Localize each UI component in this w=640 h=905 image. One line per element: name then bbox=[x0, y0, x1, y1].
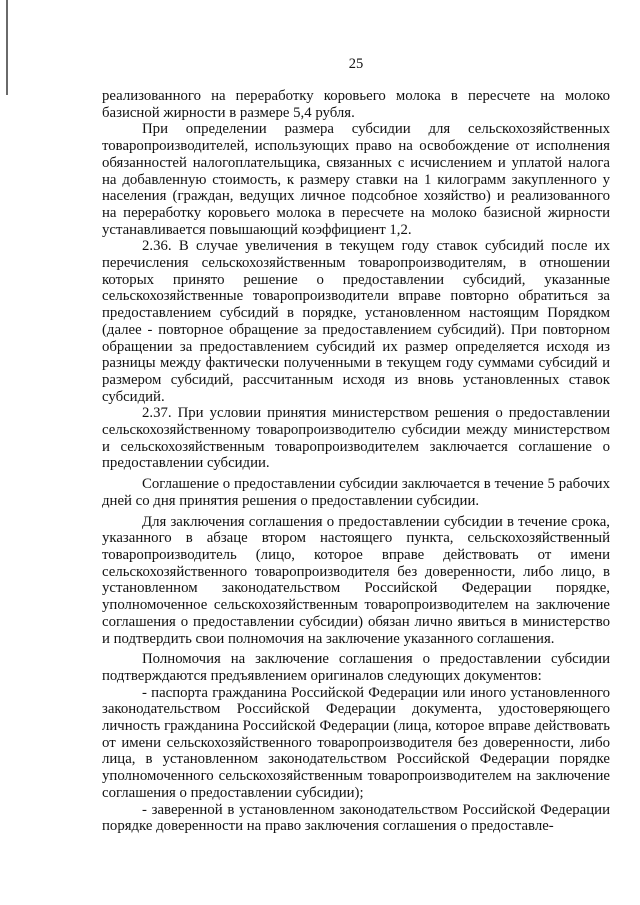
scan-edge-line bbox=[6, 0, 8, 95]
paragraph-2-37: 2.37. При условии принятия министерством решения о предоставлении сельскохозяйственному товаропроизводителю субсидии между министерством и сельскохозяйственным товаропроизводителем заключается соглашение о предоставлении субсидии. bbox=[102, 405, 610, 472]
paragraph-agreement-term: Соглашение о предоставлении субсидии заключается в течение 5 рабочих дней со дня принятия решения о предоставлении субсидии. bbox=[102, 476, 610, 509]
list-item-passport: - паспорта гражданина Российской Федерации или иного установленного законодательством Российской Федерации документа, удостоверяющего личность гражданина Российской Федерации (лица, которое вправе действовать от имени сельскохозяйственного товаропроизводителя без доверенности, либо лица, в установленном законодательством Российской Федерации порядке уполномоченного сельскохозяйственным товаропроизводителем на заключение соглашения о предоставлении субсидии); bbox=[102, 684, 610, 801]
paragraph-agreement-procedure: Для заключения соглашения о предоставлении субсидии в течение срока, указанного в абзаце втором настоящего пункта, сельскохозяйственный товаропроизводитель (лицо, которое вправе действовать от имени сельскохозяйственного товаропроизводителя без доверенности, либо лицо, в установленном законодательством Российской Федерации порядке, уполномоченное сельскохозяйственным товаропроизводителем на заключение соглашения о предоставлении субсидии) обязан лично явиться в министерство и подтвердить свои полномочия на заключение указанного соглашения. bbox=[102, 513, 610, 647]
paragraph-continuation: реализованного на переработку коровьего молока в пересчете на молоко базисной жирности в размере 5,4 рубля. bbox=[102, 88, 610, 121]
list-item-power-of-attorney: - заверенной в установленном законодательством Российской Федерации порядке доверенности на право заключения соглашения о предоставле- bbox=[102, 801, 610, 835]
page-number: 25 bbox=[348, 56, 364, 72]
document-body bbox=[102, 88, 610, 835]
paragraph-2-36: 2.36. В случае увеличения в текущем году ставок субсидий после их перечисления сельскохозяйственным товаропроизводителям, в отношении которых принято решение о предоставлении субсидий, указанные сельскохозяйственные товаропроизводители вправе повторно обратиться за предоставлением субсидий в порядке, установленном настоящим Порядком (далее - повторное обращение за предоставлением субсидий). При повторном обращении за предоставлением субсидий их размер определяется исходя из разницы между фактически полученными в текущем году суммами субсидий и размером субсидий, рассчитанным исходя из вновь установленных ставок субсидий. bbox=[102, 238, 610, 405]
paragraph-authority: Полномочия на заключение соглашения о предоставлении субсидии подтверждаются предъявлением оригиналов следующих документов: bbox=[102, 651, 610, 684]
paragraph-coefficient: При определении размера субсидии для сельскохозяйственных товаропроизводителей, использующих право на освобождение от исполнения обязанностей налогоплательщика, связанных с исчислением и уплатой налога на добавленную стоимость, к размеру ставки на 1 килограмм закупленного у населения (граждан, ведущих личное подсобное хозяйство) и реализованного на переработку коровьего молока в пересчете на молоко базисной жирности устанавливается повышающий коэффициент 1,2. bbox=[102, 121, 610, 238]
